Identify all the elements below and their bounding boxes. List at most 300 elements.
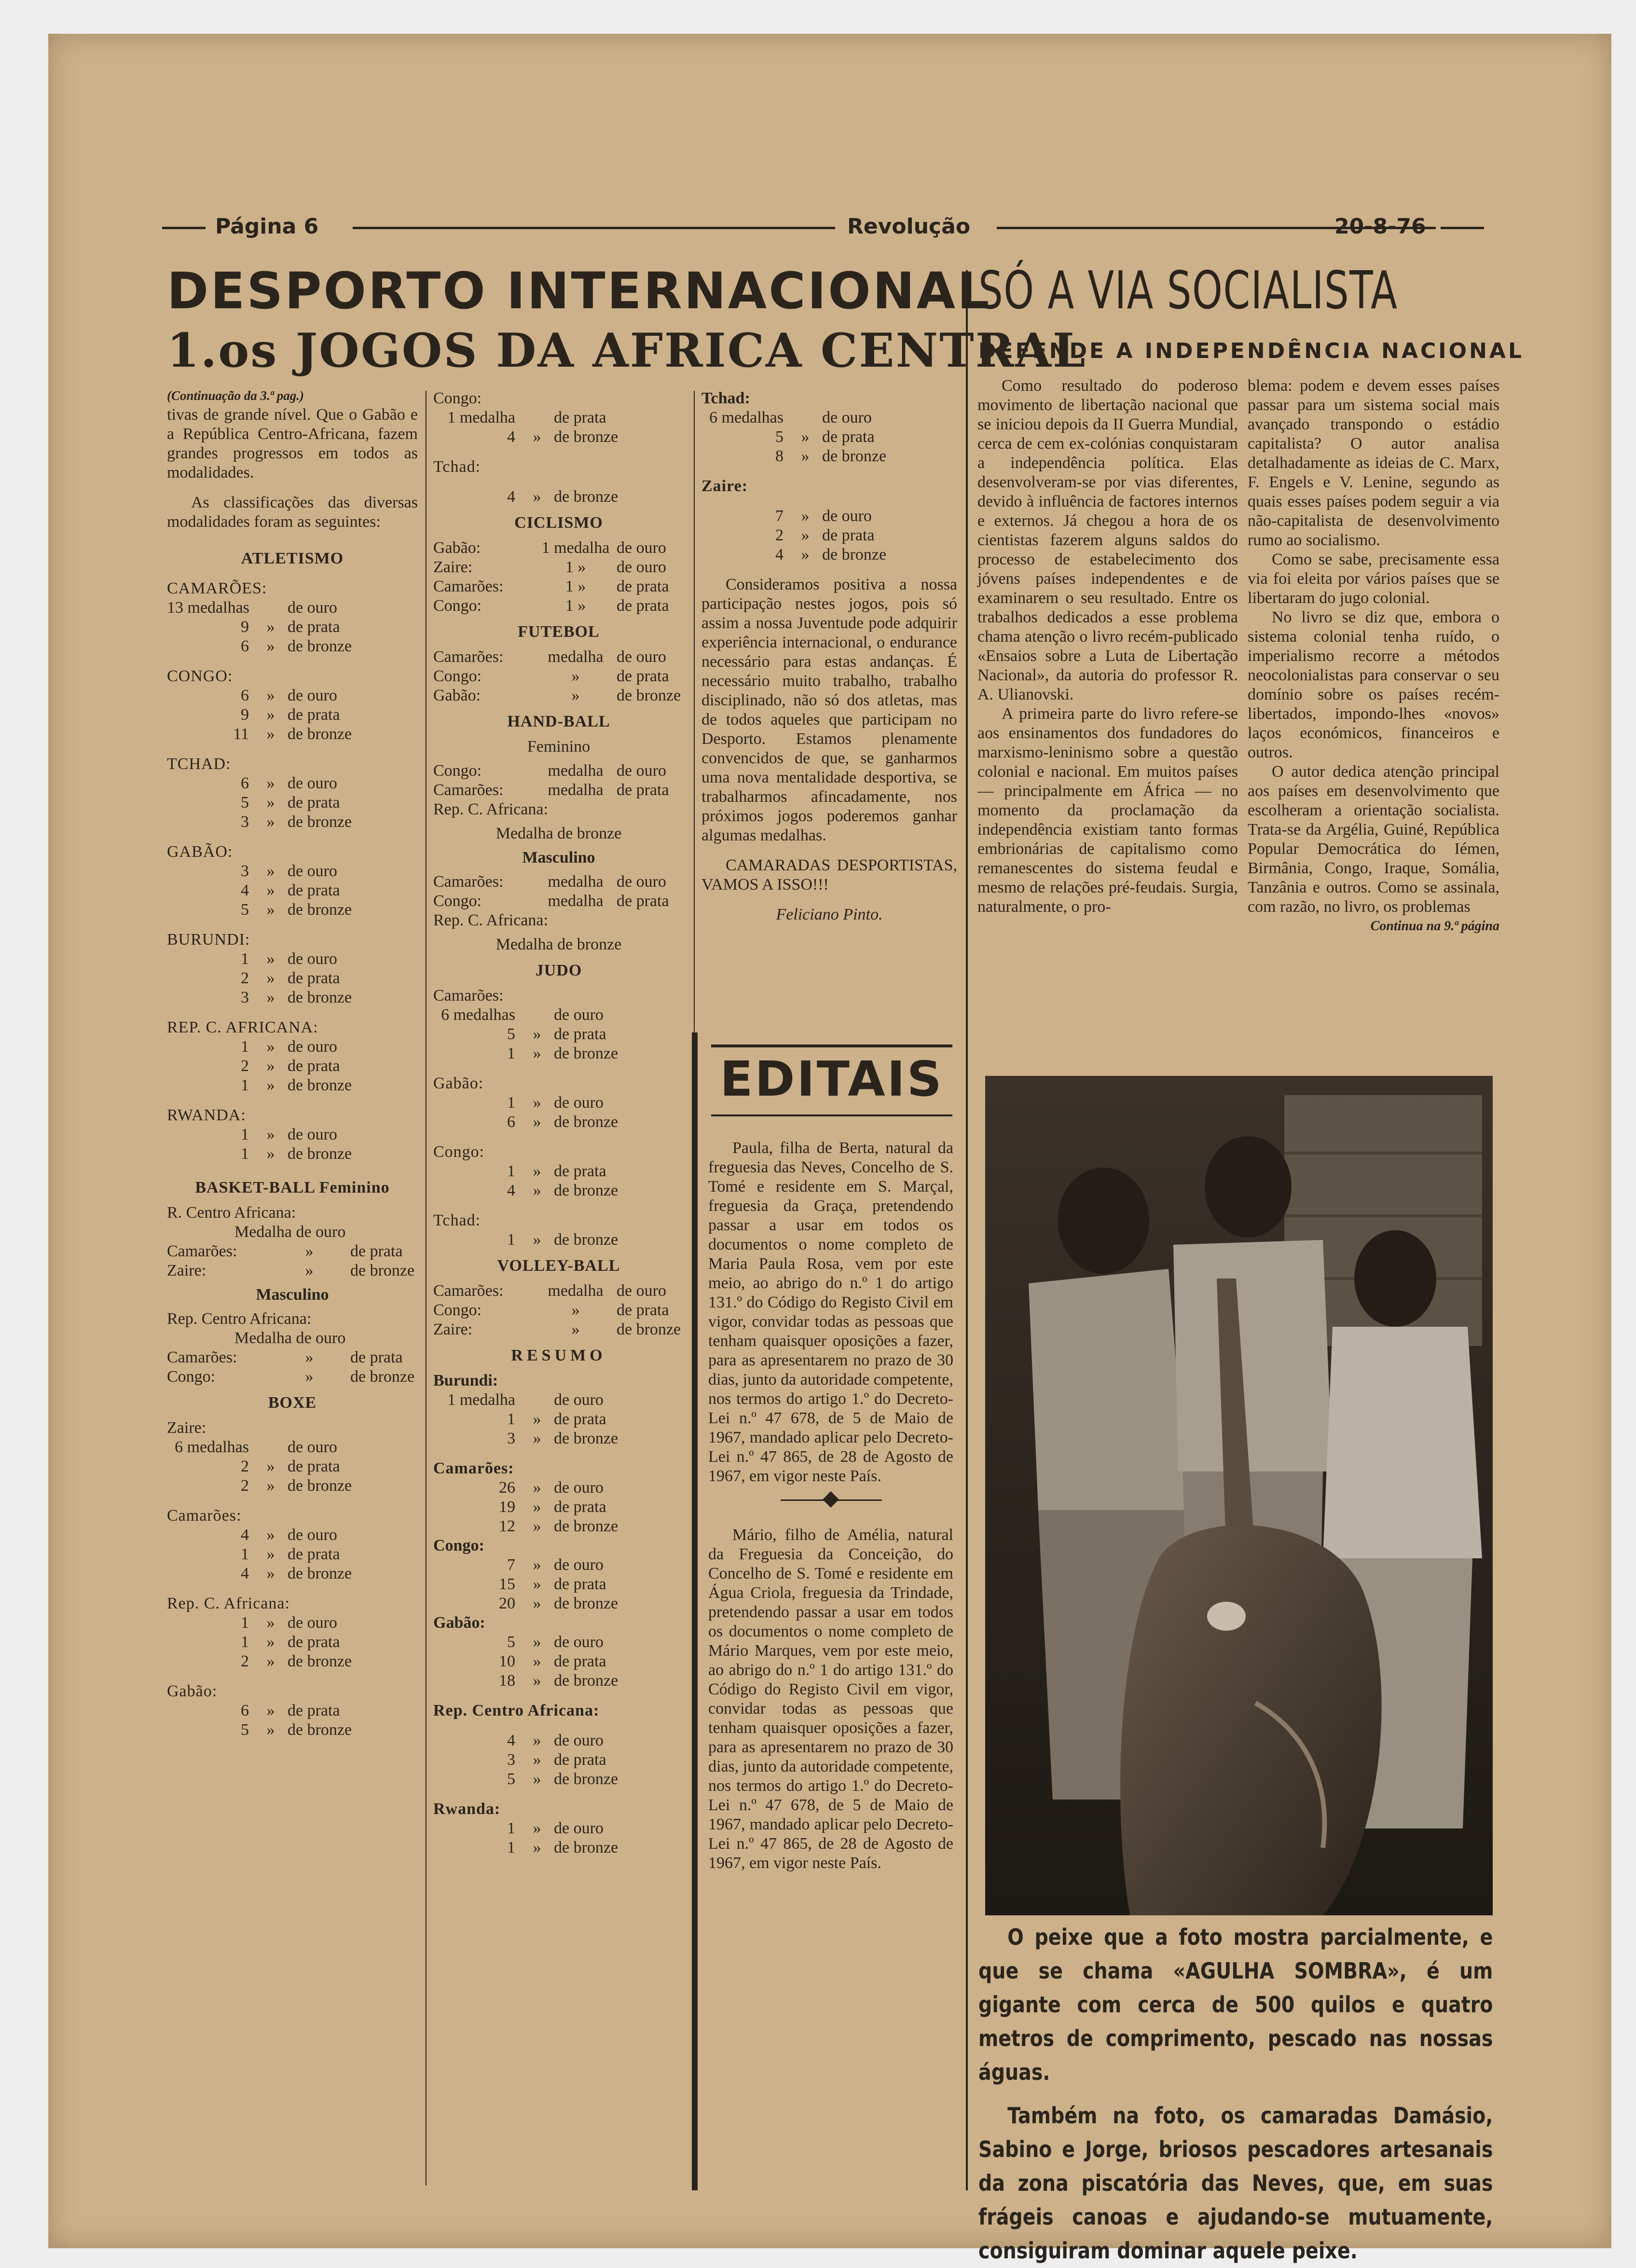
country-label: Burundi:	[433, 1372, 498, 1389]
socialist-subtitle: DEFENDE A INDEPENDÊNCIA NACIONAL	[978, 339, 1524, 363]
medal-count: 2	[241, 1477, 249, 1495]
medal-row	[433, 1301, 684, 1320]
fishermen-photo	[985, 1076, 1493, 1915]
medal-count: 5	[241, 794, 249, 811]
ditto-mark: »	[266, 901, 275, 919]
medal-type: de prata	[288, 881, 340, 899]
section-atletismo: ATLETISMO	[241, 550, 344, 567]
medal-count: Camarões:	[433, 873, 504, 891]
medal-type: de prata	[288, 969, 340, 987]
medal-count: 1	[241, 1633, 249, 1651]
medal-count: 6	[241, 687, 249, 704]
medal-row	[167, 1633, 418, 1652]
medal-type: de bronze	[554, 1770, 619, 1788]
medal-type: de bronze	[350, 1262, 415, 1279]
sport-column-3	[701, 389, 957, 924]
ditto-mark: »	[266, 1702, 275, 1719]
ditto-mark: »	[571, 687, 580, 704]
medal-type: de ouro	[288, 1438, 337, 1456]
medal-type: de prata	[617, 597, 669, 615]
medal-type: de ouro	[617, 648, 666, 666]
ditto-mark: »	[266, 794, 275, 811]
medal-row	[433, 1478, 684, 1498]
medal-type: de bronze	[554, 1430, 619, 1447]
medal-count: Camarões:	[167, 1242, 237, 1260]
medal-type: de bronze	[617, 687, 681, 704]
header-rule-left	[162, 227, 206, 229]
section-futebol: FUTEBOL	[518, 623, 600, 641]
medal-count: 1	[241, 1076, 249, 1094]
edital-paula: Paula, filha de Berta, natural da freguesia das Neves, Concelho de S. Tomé e residente em S. Marçal, freguesia da Graça, pretendendo passar a usar em todos os documentos o nome completo de Maria Paula Rosa, vem por este meio, ao abrigo do n.º 1 do artigo 131.º do Código do Registo Civil em vigor, convidar todas as pessoas que tenham quaisquer oposições a fazer, para as apresentarem no prazo de 30 dias, junto da autoridade competente, nos termos do artigo 1.º do Decreto-Lei n.º 47 678, de 5 de Maio de 1967, mandado aplicar pelo Decreto-Lei n.º 47 865, de 28 de Agosto de 1967, em vigor neste País.	[708, 1139, 953, 1485]
country-label: Tchad:	[433, 1211, 481, 1229]
medal-type: de ouro	[554, 1819, 604, 1837]
newspaper-page	[48, 34, 1611, 2264]
medal-type: de bronze	[288, 1076, 352, 1094]
medal-list	[701, 507, 957, 564]
medal-count: 1 medalha	[447, 1391, 515, 1409]
country-label: Camarões:	[167, 1507, 242, 1525]
medal-row	[433, 1555, 684, 1575]
medal-list	[167, 1438, 418, 1496]
medal-count: Gabão:	[433, 539, 481, 557]
medal-type: de bronze	[554, 428, 619, 446]
ditto-mark: »	[533, 1182, 541, 1199]
ditto-mark: »	[533, 1162, 541, 1180]
medal-row	[433, 1181, 684, 1200]
ditto-mark	[788, 408, 822, 427]
country-label: Zaire:	[701, 477, 748, 495]
medal-list	[433, 1633, 684, 1691]
ditto-mark	[254, 598, 288, 618]
section-resumo: RESUMO	[511, 1347, 606, 1364]
medal-type: de prata	[288, 1702, 340, 1719]
ditto-mark: »	[533, 1575, 541, 1593]
medal-type: de bronze	[288, 1477, 352, 1495]
medal-type: de bronze	[822, 447, 887, 465]
medal-list	[433, 1005, 684, 1063]
country-label: Zaire:	[167, 1419, 206, 1437]
ditto-mark: 1 medalha	[541, 539, 610, 557]
medal-count: 4	[241, 881, 249, 899]
medal-row	[167, 1701, 418, 1720]
medal-row	[433, 1652, 684, 1671]
medal-row	[433, 1093, 684, 1113]
medal-row	[167, 969, 418, 988]
medal-type: de prata	[350, 1348, 403, 1366]
medal-list	[167, 1701, 418, 1740]
medal-type: de ouro	[554, 1633, 604, 1651]
ditto-mark: medalha	[548, 762, 604, 780]
medal-count: 12	[499, 1517, 515, 1535]
medal-count: Congo:	[167, 1368, 216, 1386]
medal-type: de prata	[288, 1633, 340, 1651]
medal-count: 26	[499, 1479, 515, 1497]
handball-medal: Medalha de bronze	[495, 825, 622, 842]
medal-count: 8	[775, 447, 784, 465]
ditto-mark: »	[533, 1094, 541, 1112]
basket-team: Rep. Centro Africana:	[167, 1310, 312, 1328]
medal-type: de prata	[554, 1652, 606, 1670]
medal-count: Camarões:	[433, 1282, 504, 1300]
country-label: Congo:	[433, 389, 482, 407]
country-label: Rwanda:	[433, 1800, 501, 1818]
country-label: CAMARÕES:	[167, 579, 267, 597]
socialist-paragraph: Como se sabe, precisamente essa via foi eleita por vários países que se libertaram do jugo colonial.	[1248, 550, 1499, 607]
medal-count: 4	[507, 488, 515, 506]
medal-count: 4	[507, 1182, 515, 1199]
ditto-mark: »	[305, 1242, 314, 1260]
country-label: Congo:	[433, 1143, 485, 1161]
medal-row	[433, 1770, 684, 1789]
ditto-mark: »	[533, 1672, 541, 1690]
ditto-mark: »	[305, 1348, 314, 1366]
ditto-mark: »	[266, 637, 275, 655]
ditto-mark	[520, 1005, 554, 1025]
medal-type: de bronze	[554, 1045, 619, 1062]
sport-column-1	[167, 386, 418, 1740]
editais-rule-top	[711, 1045, 952, 1047]
basket-team: R. Centro Africana:	[167, 1204, 296, 1222]
medal-row	[433, 1320, 684, 1339]
medal-count: 9	[241, 618, 249, 636]
medal-type: de ouro	[617, 539, 666, 557]
ditto-mark: »	[533, 1751, 541, 1769]
medal-type: de bronze	[288, 989, 352, 1006]
medal-row	[167, 1652, 418, 1671]
medal-row	[433, 538, 684, 558]
handball-medal: Medalha de bronze	[495, 935, 622, 953]
medal-row	[167, 1720, 418, 1740]
socialist-title: SÓ A VIA SOCIALISTA	[978, 261, 1398, 321]
ditto-mark: »	[266, 725, 275, 743]
medal-count: 1	[507, 1094, 515, 1112]
ditto-mark: »	[266, 1457, 275, 1475]
medal-row	[701, 447, 957, 466]
medal-count: 20	[499, 1594, 515, 1612]
medal-type: de bronze	[822, 546, 887, 564]
medal-row	[167, 793, 418, 812]
medal-count: Camarões:	[433, 648, 504, 666]
medal-list	[433, 1478, 684, 1536]
medal-count: 2	[775, 526, 784, 544]
medal-type: de prata	[617, 1301, 669, 1319]
ditto-mark: »	[533, 1410, 541, 1428]
medal-type: de bronze	[288, 1565, 352, 1582]
country-label: GABÃO:	[167, 843, 233, 861]
medal-type: de prata	[288, 618, 340, 636]
section-judo: JUDO	[535, 962, 582, 979]
medal-row	[167, 618, 418, 637]
medal-list	[167, 1526, 418, 1583]
medal-row	[433, 1390, 684, 1410]
ditto-mark: »	[533, 1113, 541, 1131]
medal-row	[167, 1057, 418, 1076]
ditto-mark: »	[533, 1498, 541, 1516]
medal-row	[433, 1575, 684, 1594]
medal-count: 11	[233, 725, 249, 743]
medal-count: 1	[507, 1231, 515, 1249]
medal-type: de ouro	[617, 762, 666, 780]
ditto-mark: »	[266, 1145, 275, 1163]
medal-row	[433, 1594, 684, 1613]
editais-title: EDITAIS	[720, 1051, 944, 1107]
medal-list	[167, 1261, 418, 1280]
medal-list	[701, 408, 957, 466]
ditto-mark: »	[533, 488, 541, 506]
medal-count: 1	[507, 1162, 515, 1180]
medal-type: de ouro	[617, 1282, 666, 1300]
ditto-mark: »	[266, 1652, 275, 1670]
medal-type: de ouro	[554, 1556, 604, 1574]
medal-row	[167, 949, 418, 969]
medal-type: de bronze	[288, 813, 352, 831]
medal-type: de ouro	[288, 1614, 337, 1632]
medal-row	[433, 408, 684, 427]
medal-count: 1	[507, 1410, 515, 1428]
medal-type: de prata	[288, 1545, 340, 1563]
ditto-mark: medalha	[548, 873, 604, 891]
medal-list	[433, 1281, 684, 1339]
diamond-icon	[823, 1491, 839, 1508]
medal-row	[167, 774, 418, 793]
ditto-mark: »	[533, 1479, 541, 1497]
medal-count: 6	[507, 1113, 515, 1131]
medal-count: 3	[241, 813, 249, 831]
medal-type: de prata	[554, 1025, 606, 1043]
medal-row	[167, 1144, 418, 1164]
ditto-mark: »	[266, 881, 275, 899]
medal-count: 6	[241, 637, 249, 655]
medal-count: 6 medalhas	[709, 409, 784, 426]
medal-type: de bronze	[554, 488, 619, 506]
medal-row	[701, 507, 957, 526]
ditto-mark: »	[801, 526, 810, 544]
basket-medal: Medalha de ouro	[234, 1329, 346, 1347]
medal-row	[433, 1044, 684, 1063]
ditto-mark: »	[533, 1517, 541, 1535]
ditto-mark: »	[801, 507, 810, 525]
country-label: Congo:	[433, 1537, 484, 1554]
medal-type: de bronze	[350, 1368, 415, 1386]
medal-row	[167, 1348, 418, 1367]
medal-row	[433, 892, 684, 911]
ditto-mark: »	[266, 687, 275, 704]
medal-count: 5	[507, 1025, 515, 1043]
medal-count: 5	[241, 901, 249, 919]
medal-list	[167, 862, 418, 920]
medal-row	[167, 1526, 418, 1545]
ditto-mark: »	[266, 1057, 275, 1075]
column-rule-editais	[692, 1032, 698, 2190]
ditto-mark: »	[266, 706, 275, 724]
country-label: Tchad:	[701, 389, 750, 407]
medal-count: 4	[507, 1732, 515, 1749]
medal-list	[433, 872, 684, 911]
ditto-mark: »	[266, 1614, 275, 1632]
medal-row	[167, 988, 418, 1007]
medal-row	[167, 705, 418, 725]
socialist-paragraph: No livro se diz que, embora o sistema colonial tenha ruído, o imperialismo recorre a métodos neocolonialistas para conservar o seu domínio sobre os países recém-libertados, impondo-lhes «novos» laços económicos, financeiros e outros.	[1248, 608, 1499, 761]
section-volley: VOLLEY-BALL	[497, 1257, 620, 1275]
medal-row	[433, 1025, 684, 1044]
medal-list	[433, 408, 684, 447]
medal-type: de bronze	[554, 1113, 619, 1131]
ditto-mark: »	[266, 1633, 275, 1651]
medal-list	[433, 1555, 684, 1613]
ditto-mark: 1 »	[565, 558, 586, 576]
ditto-mark: »	[266, 950, 275, 968]
ditto-mark: »	[801, 546, 810, 564]
medal-type: de ouro	[288, 1526, 337, 1544]
country-label: Camarões:	[433, 1459, 514, 1477]
socialist-column-2	[1248, 376, 1499, 936]
ditto-mark: »	[305, 1262, 314, 1279]
medal-list	[167, 598, 418, 656]
medal-count: 3	[507, 1751, 515, 1769]
medal-type: de prata	[350, 1242, 403, 1260]
editais-rule-bottom	[711, 1114, 952, 1116]
medal-count: 1	[241, 1038, 249, 1056]
medal-count: 5	[241, 1721, 249, 1739]
medal-row	[167, 686, 418, 705]
medal-list	[433, 1819, 684, 1857]
section-boxe: BOXE	[268, 1394, 317, 1412]
medal-type: de bronze	[554, 1517, 619, 1535]
ditto-mark: 1 »	[565, 597, 586, 615]
medal-count: 3	[241, 862, 249, 880]
ditto-mark: »	[266, 1038, 275, 1056]
medal-count: 4	[507, 428, 515, 446]
ditto-mark: »	[266, 989, 275, 1006]
ditto-mark: »	[533, 1652, 541, 1670]
medal-type: de ouro	[288, 1038, 337, 1056]
ditto-mark: medalha	[548, 781, 604, 799]
medal-count: 4	[241, 1565, 249, 1582]
medal-type: de prata	[288, 794, 340, 811]
ditto-mark: »	[533, 1594, 541, 1612]
medal-count: 5	[775, 428, 784, 446]
medal-count: 1	[241, 1614, 249, 1632]
medal-list	[167, 1367, 418, 1387]
medal-count: 1	[241, 1545, 249, 1563]
medal-type: de ouro	[554, 1391, 604, 1409]
ditto-mark	[520, 1390, 554, 1410]
medal-type: de bronze	[288, 1145, 352, 1163]
ditto-mark: »	[266, 969, 275, 987]
medal-row	[433, 667, 684, 686]
socialist-paragraph: blema: podem e devem esses países passar para um sistema social mais avançado transpondo o estádio capitalista? O autor analisa detalhadamente as ideias de C. Marx, F. Engels e V. Lenine, segundo as quais esses países podem seguir a via não-capitalista de desenvolvimento rumo ao socialismo.	[1248, 377, 1499, 549]
sport-intro: tivas de grande nível. Que o Gabão e a República Centro-Africana, fazem grandes progressos em todos as modalidades.	[167, 406, 418, 481]
medal-type: de prata	[554, 1751, 606, 1769]
medal-count: 10	[499, 1652, 515, 1670]
country-label: CONGO:	[167, 667, 233, 685]
medal-row	[167, 1476, 418, 1496]
ditto-mark: »	[305, 1368, 314, 1386]
country-label: REP. C. AFRICANA:	[167, 1018, 318, 1036]
medal-count: 18	[499, 1672, 515, 1690]
medal-row	[167, 598, 418, 618]
medal-type: de bronze	[554, 1672, 619, 1690]
medal-count: Zaire:	[167, 1262, 206, 1279]
medal-row	[701, 427, 957, 447]
ditto-mark: »	[533, 1045, 541, 1062]
medal-list	[167, 1125, 418, 1164]
sport-title: DESPORTO INTERNACIONAL	[167, 261, 991, 320]
medal-list	[167, 774, 418, 832]
ditto-mark: »	[266, 862, 275, 880]
ditto-mark: »	[533, 1231, 541, 1249]
medal-row	[167, 1545, 418, 1564]
ditto-mark: »	[533, 1839, 541, 1856]
continued-note: Continua na 9.ª página	[1370, 919, 1499, 934]
medal-count: 7	[507, 1556, 515, 1574]
medal-list	[167, 949, 418, 1007]
medal-count: Congo:	[433, 762, 482, 780]
medal-count: 1	[241, 1126, 249, 1143]
medal-row	[433, 761, 684, 781]
ditto-mark: 1 »	[565, 577, 586, 595]
country-label: TCHAD:	[167, 755, 231, 773]
medal-count: 3	[507, 1430, 515, 1447]
medal-list	[433, 487, 684, 507]
medal-count: 1 medalha	[447, 409, 515, 426]
medal-count: Gabão:	[433, 687, 481, 704]
page-content	[162, 212, 1524, 2264]
medal-row	[167, 1367, 418, 1387]
ditto-mark: »	[266, 774, 275, 792]
medal-count: 5	[507, 1770, 515, 1788]
medal-list	[433, 1093, 684, 1132]
medal-list	[433, 761, 684, 800]
socialist-paragraph: O autor dedica atenção principal aos países em desenvolvimento que escolheram a orientação socialista. Trata-se da Argélia, Guiné, República Popular Democrática do Iémen, Birmânia, Congo, Iraque, Somália, Tanzânia e outros. Como se assinala, com razão, no livro, os problemas	[1248, 763, 1499, 916]
medal-type: de prata	[554, 409, 606, 426]
medal-type: de bronze	[554, 1231, 619, 1249]
sport-slogan: CAMARADAS DESPORTISTAS, VAMOS A ISSO!!!	[701, 856, 957, 893]
ditto-mark: medalha	[548, 1282, 604, 1300]
basket-masculino: Masculino	[256, 1286, 329, 1304]
medal-row	[433, 1230, 684, 1250]
medal-type: de bronze	[554, 1182, 619, 1199]
medal-row	[167, 1564, 418, 1583]
medal-type: de prata	[617, 577, 669, 595]
section-ciclismo: CICLISMO	[514, 514, 603, 532]
medal-list	[167, 1613, 418, 1671]
medal-count: Zaire:	[433, 1320, 473, 1338]
medal-row	[433, 487, 684, 507]
medal-row	[433, 577, 684, 596]
ditto-mark: medalha	[548, 892, 604, 910]
medal-row	[167, 725, 418, 744]
medal-count: 13 medalhas	[167, 599, 249, 617]
medal-type: de bronze	[617, 1320, 681, 1338]
medal-type: de ouro	[288, 687, 337, 704]
medal-type: de bronze	[288, 901, 352, 919]
medal-row	[433, 1731, 684, 1750]
ditto-mark: »	[571, 1301, 580, 1319]
medal-type: de ouro	[288, 599, 337, 617]
country-label: Camarões:	[433, 987, 504, 1004]
medal-type: de ouro	[288, 1126, 337, 1143]
medal-count: 1	[507, 1819, 515, 1837]
medal-row	[167, 1037, 418, 1057]
caption-paragraph: Também na foto, os camaradas Damásio, Sabino e Jorge, briosos pescadores artesanais da zona piscatória das Neves, que, em suas frágeis canoas e ajudando-se mutuamente, consiguiram dominar aquele peixe.	[978, 2103, 1493, 2264]
medal-type: de prata	[822, 526, 875, 544]
ditto-mark: »	[533, 1633, 541, 1651]
medal-list	[167, 1037, 418, 1095]
ditto-mark: »	[533, 1819, 541, 1837]
medal-count: Congo:	[433, 667, 482, 685]
medal-row	[433, 1429, 684, 1448]
